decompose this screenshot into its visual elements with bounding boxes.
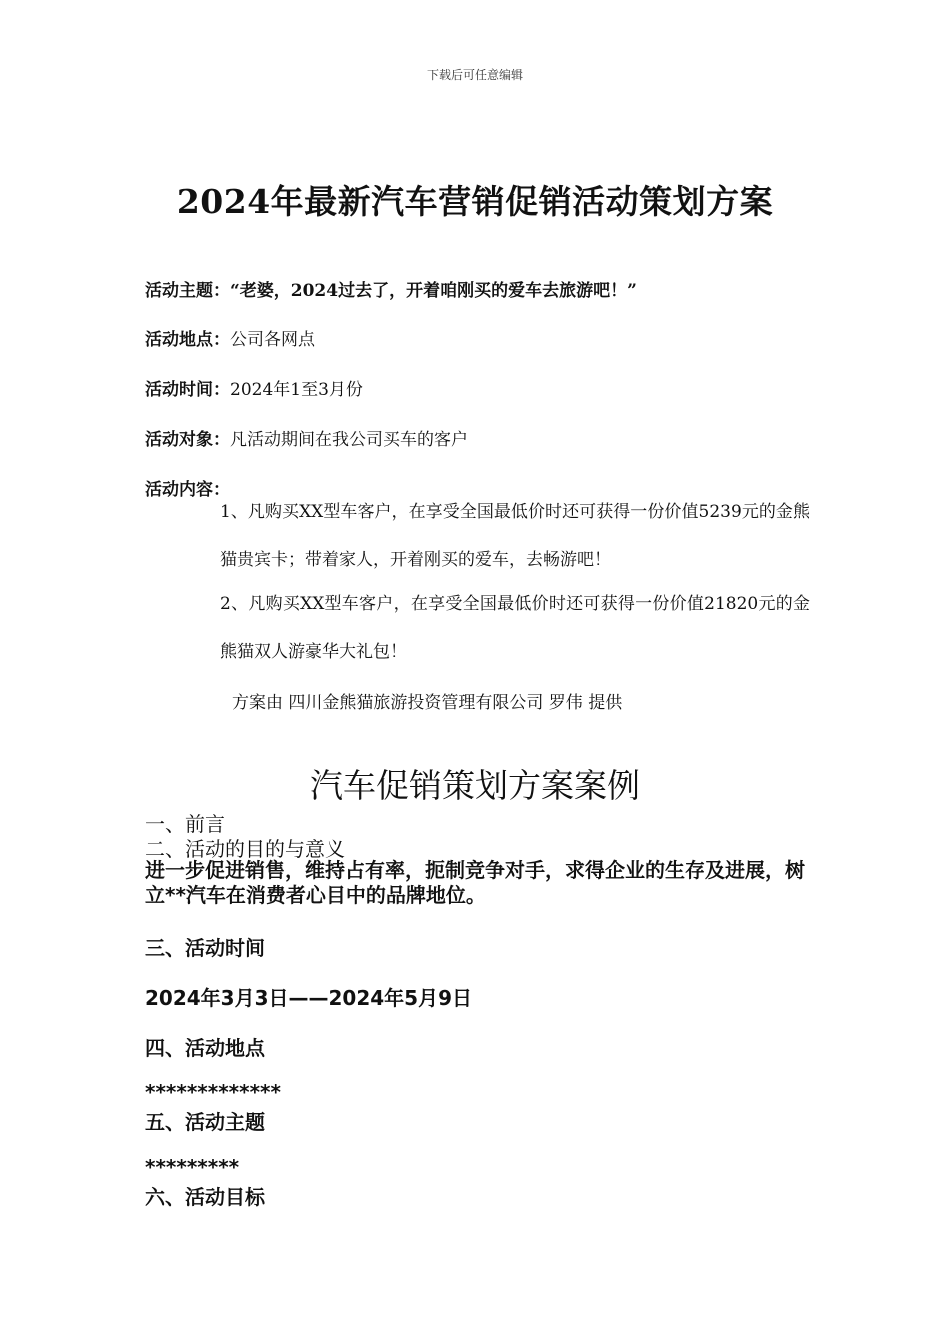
theme-line bbox=[145, 276, 637, 301]
theme-value: “老婆，2024过去了，开着咱刚买的爱车去旅游吧！” bbox=[230, 281, 637, 301]
theme-label: 活动主题： bbox=[145, 281, 230, 301]
purpose-paragraph: 进一步促进销售，维持占有率，扼制竞争对手，求得企业的生存及进展，树立**汽车在消费者心目中的品牌地位。 bbox=[145, 858, 805, 907]
section-goal: 六、活动目标 bbox=[145, 1185, 265, 1209]
location-label: 活动地点： bbox=[145, 330, 230, 350]
time-value: 2024年1至3月份 bbox=[230, 380, 363, 400]
case-title: 汽车促销策划方案案例 bbox=[310, 766, 640, 805]
section-time-value: 2024年3月3日——2024年5月9日 bbox=[145, 986, 472, 1010]
time-line bbox=[145, 375, 363, 400]
content-label: 活动内容： bbox=[145, 480, 230, 500]
time-label: 活动时间： bbox=[145, 380, 230, 400]
header-note: 下载后可任意编辑 bbox=[426, 68, 523, 82]
audience-line bbox=[145, 425, 468, 450]
section-theme-value: ********* bbox=[145, 1155, 240, 1179]
document-title: 2024年最新汽车营销促销活动策划方案 bbox=[176, 182, 774, 221]
section-location-value: ************* bbox=[145, 1080, 281, 1104]
audience-value: 凡活动期间在我公司买车的客户 bbox=[230, 430, 468, 450]
section-purpose: 二、活动的目的与意义 bbox=[145, 837, 345, 861]
content-item-1: 1、凡购买XX型车客户，在享受全国最低价时还可获得一份价值5239元的金熊猫贵宾卡；带着家人，开着刚买的爱车，去畅游吧！ bbox=[220, 502, 810, 570]
section-time: 三、活动时间 bbox=[145, 936, 265, 960]
section-location: 四、活动地点 bbox=[145, 1036, 265, 1060]
credit-line: 方案由 四川金熊猫旅游投资管理有限公司 罗伟 提供 bbox=[232, 693, 623, 713]
section-theme: 五、活动主题 bbox=[145, 1110, 265, 1134]
content-item-2: 2、凡购买XX型车客户，在享受全国最低价时还可获得一份价值21820元的金熊猫双人游豪华大礼包！ bbox=[220, 594, 810, 662]
location-line bbox=[145, 325, 315, 350]
section-preface: 一、前言 bbox=[145, 812, 225, 836]
audience-label: 活动对象： bbox=[145, 430, 230, 450]
location-value: 公司各网点 bbox=[230, 330, 315, 350]
